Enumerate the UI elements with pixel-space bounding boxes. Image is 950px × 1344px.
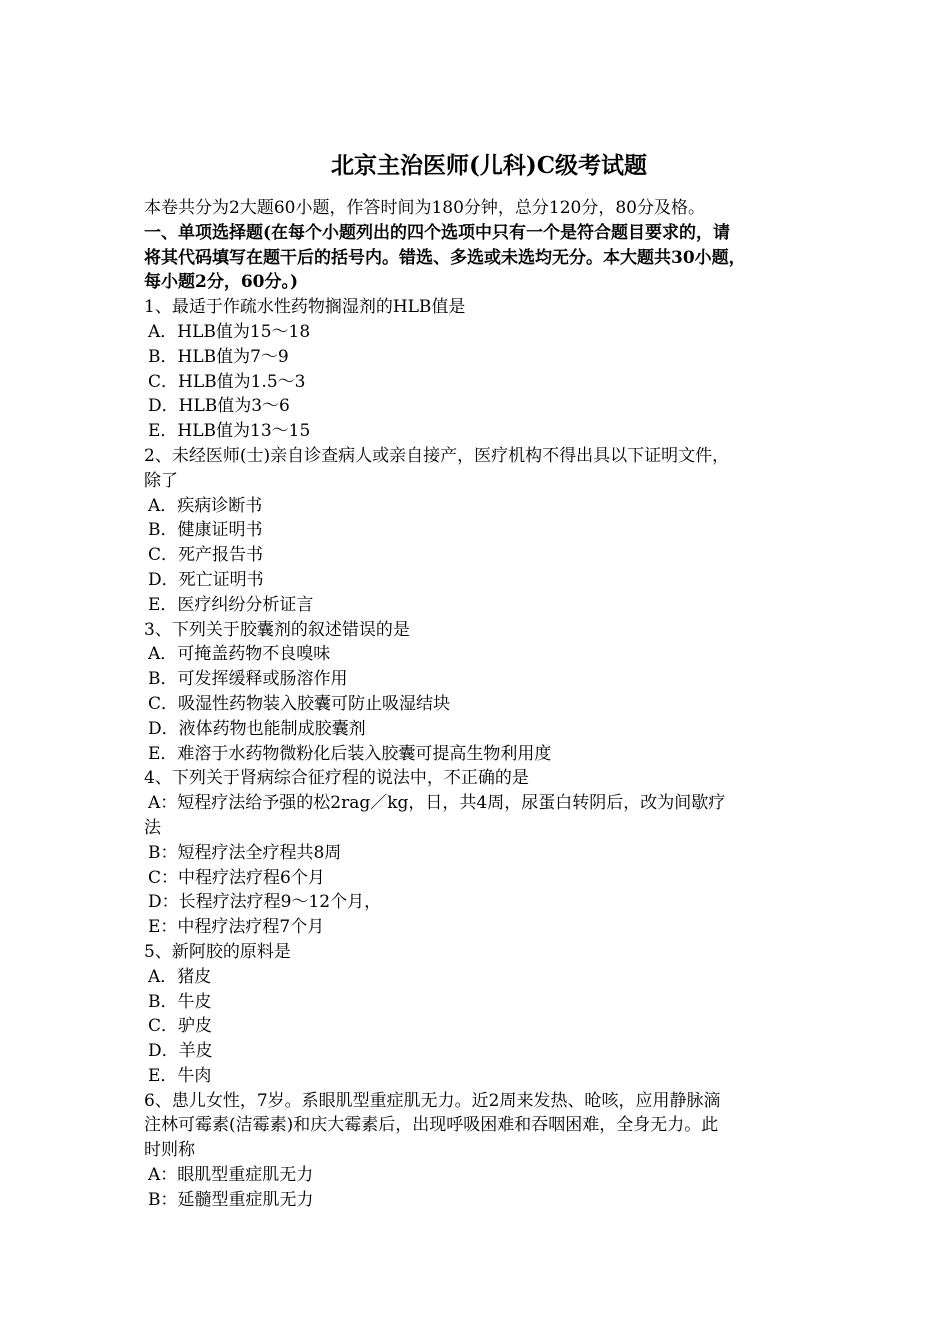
answer-option: E．医疗纠纷分析证言 bbox=[148, 594, 314, 615]
answer-option: D：长程疗法疗程9～12个月， bbox=[148, 892, 382, 913]
answer-option: E．牛肉 bbox=[148, 1065, 212, 1086]
answer-option: D．死亡证明书 bbox=[148, 569, 264, 590]
answer-option: C．驴皮 bbox=[148, 1016, 213, 1037]
question-stem: 注林可霉素(洁霉素)和庆大霉素后，出现呼吸困难和吞咽困难，全身无力。此 bbox=[144, 1115, 719, 1136]
answer-option: A：短程疗法给予强的松2rag／kg，日，共4周，尿蛋白转阴后，改为间歇疗 bbox=[148, 793, 726, 814]
answer-option: E．HLB值为13～15 bbox=[148, 421, 311, 442]
answer-option: A．HLB值为15～18 bbox=[148, 321, 311, 342]
answer-option: A．猪皮 bbox=[148, 966, 212, 987]
answer-option: B．可发挥缓释或肠溶作用 bbox=[148, 669, 348, 690]
section-header-line: 一、单项选择题(在每个小题列出的四个选项中只有一个是符合题目要求的，请 bbox=[144, 222, 731, 243]
section-header-line: 将其代码填写在题干后的括号内。错选、多选或未选均无分。本大题共30小题， bbox=[144, 247, 746, 268]
question-stem: 2、未经医师(士)亲自诊查病人或亲自接产，医疗机构不得出具以下证明文件， bbox=[144, 445, 730, 466]
answer-option: B．HLB值为7～9 bbox=[148, 346, 289, 367]
answer-option: B：短程疗法全疗程共8周 bbox=[148, 842, 342, 863]
question-stem: 4、下列关于肾病综合征疗程的说法中，不正确的是 bbox=[144, 768, 529, 789]
answer-option: C．死产报告书 bbox=[148, 545, 264, 566]
question-stem: 6、患儿女性，7岁。系眼肌型重症肌无力。近2周来发热、呛咳，应用静脉滴 bbox=[144, 1090, 721, 1111]
section-header-line: 每小题2分，60分。) bbox=[144, 272, 299, 293]
answer-option: A．疾病诊断书 bbox=[148, 495, 263, 516]
answer-option: B．健康证明书 bbox=[148, 520, 263, 541]
answer-option: A．可掩盖药物不良嗅味 bbox=[148, 644, 331, 665]
answer-option: E．难溶于水药物微粉化后装入胶囊可提高生物利用度 bbox=[148, 743, 552, 764]
answer-option: D．HLB值为3～6 bbox=[148, 396, 290, 417]
document-content bbox=[144, 148, 824, 1213]
exam-intro: 本卷共分为2大题60小题，作答时间为180分钟，总分120分，80分及格。 bbox=[144, 198, 705, 218]
answer-option: D．液体药物也能制成胶囊剂 bbox=[148, 718, 366, 739]
question-stem: 除了 bbox=[144, 470, 178, 491]
answer-option: C．HLB值为1.5～3 bbox=[148, 371, 306, 392]
question-stem: 5、新阿胶的原料是 bbox=[144, 941, 291, 962]
answer-option: E：中程疗法疗程7个月 bbox=[148, 917, 325, 938]
answer-option: C：中程疗法疗程6个月 bbox=[148, 867, 325, 888]
answer-option: D．羊皮 bbox=[148, 1041, 213, 1062]
document-title: 北京主治医师(儿科)C级考试题 bbox=[330, 152, 648, 179]
question-stem: 时则称 bbox=[144, 1140, 195, 1161]
answer-option: B．牛皮 bbox=[148, 991, 212, 1012]
answer-option: A：眼肌型重症肌无力 bbox=[148, 1165, 314, 1186]
question-stem: 1、最适于作疏水性药物搁湿剂的HLB值是 bbox=[144, 297, 466, 318]
answer-option: B：延髓型重症肌无力 bbox=[148, 1189, 314, 1210]
question-stem: 3、下列关于胶囊剂的叙述错误的是 bbox=[144, 619, 410, 640]
answer-option-continuation: 法 bbox=[144, 817, 161, 838]
answer-option: C．吸湿性药物装入胶囊可防止吸湿结块 bbox=[148, 693, 451, 714]
